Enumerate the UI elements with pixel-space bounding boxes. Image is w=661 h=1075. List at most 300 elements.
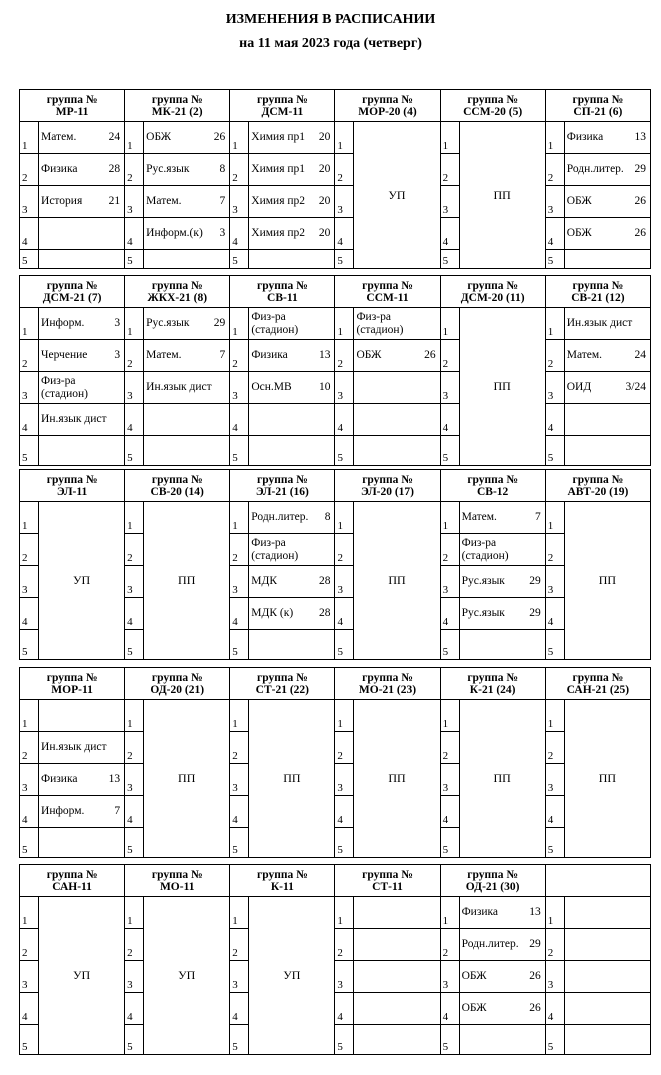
lesson-cell <box>354 961 440 993</box>
room-number: 3 <box>114 317 121 329</box>
lesson-cell <box>39 308 125 340</box>
subject-name: Матем. <box>461 511 497 523</box>
group-header <box>440 668 545 700</box>
lesson-number: 5 <box>125 250 144 269</box>
lesson-number: 3 <box>440 961 459 993</box>
group-name: МО-11 <box>159 880 195 893</box>
lesson-number: 2 <box>125 929 144 961</box>
group-header <box>125 90 230 122</box>
lesson-number: 4 <box>230 218 249 250</box>
group-label: группа № <box>46 473 98 486</box>
group-label: группа № <box>257 671 308 684</box>
group-header <box>440 90 545 122</box>
lesson-number: 5 <box>230 630 249 660</box>
room-number: 13 <box>318 349 331 361</box>
practice-cell: ПП <box>144 700 230 858</box>
lesson-number: 4 <box>545 796 564 828</box>
lesson-number: 3 <box>335 961 354 993</box>
lesson-number: 4 <box>335 404 354 436</box>
subject-name: Физика <box>41 163 78 175</box>
lesson-number: 4 <box>125 598 144 630</box>
lesson-number: 4 <box>125 404 144 436</box>
practice-cell: ПП <box>249 700 335 858</box>
lesson-number: 2 <box>125 732 144 764</box>
lesson-number: 2 <box>545 534 564 566</box>
practice-cell: УП <box>249 897 335 1055</box>
lesson-cell <box>249 534 335 566</box>
lesson-number: 2 <box>20 732 39 764</box>
lesson-cell <box>39 732 125 764</box>
lesson-number: 3 <box>230 372 249 404</box>
subject-name: Физ-ра (стадион) <box>251 310 299 336</box>
lesson-number: 3 <box>20 764 39 796</box>
lesson-cell <box>249 404 335 436</box>
lesson-number: 4 <box>230 404 249 436</box>
lesson-number: 2 <box>335 154 354 186</box>
subject-name: Химия пр1 <box>251 163 306 175</box>
subject-name: ОБЖ <box>461 970 487 982</box>
lesson-cell <box>564 154 650 186</box>
lesson-cell <box>564 308 650 340</box>
lesson-number: 3 <box>440 186 459 218</box>
subject-name: Осн.МВ <box>251 381 292 393</box>
lesson-cell <box>39 372 125 404</box>
lesson-cell <box>39 218 125 250</box>
group-label: группа № <box>46 671 98 684</box>
lesson-number: 1 <box>440 700 459 732</box>
lesson-number: 3 <box>20 372 39 404</box>
group-name: СВ-11 <box>267 291 298 304</box>
lesson-number: 5 <box>335 828 354 858</box>
group-label: группа № <box>257 93 308 106</box>
lesson-number: 3 <box>335 186 354 218</box>
room-number: 29 <box>213 317 226 329</box>
lesson-number: 3 <box>125 961 144 993</box>
group-header <box>335 668 440 700</box>
lesson-number: 1 <box>230 502 249 534</box>
practice-cell: ПП <box>354 700 440 858</box>
subject-name: Рус.язык <box>461 607 505 619</box>
room-number: 28 <box>318 575 331 587</box>
subject-name: ОБЖ <box>461 1002 487 1014</box>
lesson-cell <box>459 630 545 660</box>
group-label: группа № <box>572 671 624 684</box>
lesson-number: 2 <box>230 340 249 372</box>
lesson-cell <box>249 154 335 186</box>
lesson-number: 1 <box>230 700 249 732</box>
lesson-number: 1 <box>20 897 39 929</box>
lesson-cell <box>564 1025 650 1055</box>
lesson-cell <box>564 436 650 466</box>
lesson-number: 3 <box>545 372 564 404</box>
subject-name: Матем. <box>41 131 77 143</box>
lesson-number: 3 <box>545 961 564 993</box>
lesson-number: 1 <box>230 308 249 340</box>
lesson-number: 1 <box>125 897 144 929</box>
lesson-cell <box>564 218 650 250</box>
group-name: МОР-20 (4) <box>358 105 417 118</box>
room-number: 29 <box>529 607 541 619</box>
group-label: группа № <box>46 93 98 106</box>
group-name: ДСМ-21 (7) <box>42 291 102 304</box>
room-number: 20 <box>318 227 331 239</box>
lesson-cell <box>249 340 335 372</box>
subject-name: ОИД <box>566 381 592 393</box>
lesson-number: 4 <box>20 598 39 630</box>
group-label: группа № <box>362 93 413 106</box>
lesson-cell <box>564 897 650 929</box>
group-name: ЭЛ-21 (16) <box>255 485 309 498</box>
schedule-band <box>19 275 651 466</box>
room-number: 7 <box>534 511 541 523</box>
group-label: группа № <box>572 93 624 106</box>
subject-name: Химия пр1 <box>251 131 306 143</box>
group-name: САН-11 <box>52 880 92 893</box>
lesson-number: 5 <box>440 630 459 660</box>
lesson-number: 5 <box>20 436 39 466</box>
lesson-cell <box>39 404 125 436</box>
lesson-number: 5 <box>20 828 39 858</box>
lesson-number: 4 <box>230 796 249 828</box>
group-label: группа № <box>151 671 203 684</box>
lesson-cell <box>144 340 230 372</box>
subject-name: ОБЖ <box>356 349 382 361</box>
group-header <box>335 470 440 502</box>
lesson-number: 4 <box>20 404 39 436</box>
lesson-number: 1 <box>335 308 354 340</box>
subject-name: МДК <box>251 575 278 587</box>
lesson-cell <box>564 993 650 1025</box>
subject-name: Ин.язык дист <box>566 317 633 329</box>
lesson-number: 1 <box>545 308 564 340</box>
lesson-number: 4 <box>335 993 354 1025</box>
lesson-number: 2 <box>20 929 39 961</box>
group-label: группа № <box>467 93 518 106</box>
lesson-number: 3 <box>230 186 249 218</box>
lesson-cell <box>564 186 650 218</box>
group-name: СП-21 (6) <box>573 105 623 118</box>
lesson-number: 1 <box>440 308 459 340</box>
lesson-cell <box>459 897 545 929</box>
lesson-number: 2 <box>545 732 564 764</box>
lesson-number: 3 <box>125 566 144 598</box>
lesson-number: 2 <box>20 154 39 186</box>
lesson-number: 5 <box>335 630 354 660</box>
room-number: 3/24 <box>625 381 646 393</box>
lesson-number: 5 <box>125 436 144 466</box>
lesson-cell <box>249 308 335 340</box>
group-header <box>545 470 650 502</box>
lesson-cell <box>459 566 545 598</box>
subject-name: Рус.язык <box>146 317 190 329</box>
group-header <box>20 470 125 502</box>
lesson-cell <box>354 404 440 436</box>
group-name: ЭЛ-20 (17) <box>361 485 415 498</box>
lesson-cell <box>144 122 230 154</box>
group-name: СВ-12 <box>477 485 509 498</box>
subject-name: Рус.язык <box>461 575 505 587</box>
room-number: 28 <box>318 607 331 619</box>
subject-name: МДК (к) <box>251 607 294 619</box>
group-header <box>125 865 230 897</box>
lesson-number: 2 <box>230 732 249 764</box>
group-label: группа № <box>467 279 518 292</box>
practice-cell: ПП <box>459 700 545 858</box>
lesson-cell <box>459 534 545 566</box>
group-name: ССМ-11 <box>366 291 409 304</box>
lesson-cell <box>459 961 545 993</box>
room-number: 13 <box>108 773 121 785</box>
lesson-cell <box>249 598 335 630</box>
lesson-number: 4 <box>545 993 564 1025</box>
room-number: 26 <box>424 349 436 361</box>
lesson-cell <box>354 372 440 404</box>
group-header <box>440 276 545 308</box>
lesson-cell <box>564 340 650 372</box>
lesson-cell <box>249 122 335 154</box>
room-number: 29 <box>634 163 646 175</box>
group-header <box>230 90 335 122</box>
lesson-number: 5 <box>545 828 564 858</box>
group-header <box>230 470 335 502</box>
subject-name: Ин.язык дист <box>146 381 212 393</box>
lesson-cell <box>564 122 650 154</box>
lesson-cell <box>564 404 650 436</box>
group-header <box>125 470 230 502</box>
group-label: группа № <box>362 473 413 486</box>
lesson-number: 1 <box>230 122 249 154</box>
lesson-cell <box>564 250 650 269</box>
practice-cell: ПП <box>564 700 650 858</box>
group-name: АВТ-20 (19) <box>567 485 629 498</box>
group-header <box>545 276 650 308</box>
lesson-cell <box>249 630 335 660</box>
room-number: 21 <box>108 195 121 207</box>
subject-name: ОБЖ <box>566 227 592 239</box>
subject-name: Информ. <box>41 805 85 817</box>
lesson-number: 5 <box>20 1025 39 1055</box>
subject-name: Матем. <box>146 195 182 207</box>
lesson-number: 4 <box>125 796 144 828</box>
group-name: ДСМ-20 (11) <box>460 291 525 304</box>
practice-cell: УП <box>354 122 440 269</box>
lesson-number: 3 <box>230 764 249 796</box>
lesson-number: 2 <box>230 154 249 186</box>
lesson-number: 1 <box>545 502 564 534</box>
lesson-number: 5 <box>230 1025 249 1055</box>
lesson-number: 3 <box>545 186 564 218</box>
group-header <box>230 276 335 308</box>
lesson-number: 1 <box>440 122 459 154</box>
room-number: 3 <box>219 227 226 239</box>
lesson-cell <box>354 929 440 961</box>
lesson-number: 3 <box>20 566 39 598</box>
lesson-number: 2 <box>335 340 354 372</box>
lesson-number: 2 <box>440 534 459 566</box>
group-name: СТ-21 (22) <box>255 683 310 696</box>
lesson-number: 5 <box>440 828 459 858</box>
group-label: группа № <box>151 473 203 486</box>
lesson-number: 3 <box>545 764 564 796</box>
practice-cell: УП <box>144 897 230 1055</box>
lesson-number: 5 <box>545 1025 564 1055</box>
group-label: группа № <box>572 473 624 486</box>
lesson-number: 5 <box>125 630 144 660</box>
subject-name: История <box>41 195 83 207</box>
lesson-number: 1 <box>440 502 459 534</box>
lesson-number: 3 <box>440 372 459 404</box>
lesson-cell <box>459 1025 545 1055</box>
lesson-number: 3 <box>230 961 249 993</box>
schedule-band <box>19 89 651 269</box>
lesson-cell <box>354 308 440 340</box>
group-name: ССМ-20 (5) <box>463 105 523 118</box>
lesson-cell <box>39 250 125 269</box>
lesson-cell <box>144 404 230 436</box>
lesson-number: 4 <box>440 404 459 436</box>
lesson-number: 3 <box>335 566 354 598</box>
subject-name: Ин.язык дист <box>41 413 107 425</box>
lesson-number: 5 <box>230 436 249 466</box>
lesson-number: 2 <box>125 154 144 186</box>
lesson-number: 3 <box>440 764 459 796</box>
lesson-cell <box>459 502 545 534</box>
subject-name: Физ-ра (стадион) <box>41 374 88 400</box>
lesson-cell <box>354 340 440 372</box>
lesson-number: 4 <box>230 993 249 1025</box>
group-header <box>20 668 125 700</box>
lesson-cell <box>144 372 230 404</box>
subject-name: Физ-ра (стадион) <box>461 536 509 562</box>
lesson-cell <box>39 154 125 186</box>
room-number: 26 <box>213 131 226 143</box>
lesson-cell <box>39 436 125 466</box>
page-title: ИЗМЕНЕНИЯ В РАСПИСАНИИ <box>225 12 436 27</box>
practice-cell: ПП <box>459 122 545 269</box>
group-label: группа № <box>572 279 624 292</box>
lesson-number: 1 <box>335 122 354 154</box>
lesson-number: 4 <box>125 218 144 250</box>
lesson-cell <box>39 340 125 372</box>
lesson-number: 5 <box>335 1025 354 1055</box>
lesson-number: 5 <box>20 250 39 269</box>
group-header <box>20 865 125 897</box>
lesson-cell <box>144 186 230 218</box>
group-header <box>545 865 650 897</box>
lesson-number: 3 <box>335 764 354 796</box>
subject-name: Родн.литер. <box>461 938 519 950</box>
lesson-number: 3 <box>125 372 144 404</box>
lesson-number: 5 <box>125 1025 144 1055</box>
group-header <box>545 90 650 122</box>
group-name: ЭЛ-11 <box>56 485 88 498</box>
group-header <box>335 90 440 122</box>
subject-name: ОБЖ <box>146 131 172 143</box>
lesson-number: 3 <box>125 186 144 218</box>
lesson-number: 1 <box>125 308 144 340</box>
lesson-number: 2 <box>230 534 249 566</box>
lesson-number: 1 <box>545 122 564 154</box>
lesson-number: 1 <box>230 897 249 929</box>
room-number: 20 <box>318 131 331 143</box>
group-name: САН-21 (25) <box>566 683 630 696</box>
lesson-cell <box>249 250 335 269</box>
group-header <box>230 865 335 897</box>
room-number: 24 <box>634 349 646 361</box>
lesson-number: 4 <box>20 993 39 1025</box>
lesson-number: 4 <box>440 218 459 250</box>
lesson-cell <box>249 436 335 466</box>
lesson-number: 2 <box>335 732 354 764</box>
page-subtitle: на 11 мая 2023 года (четверг) <box>239 36 422 51</box>
room-number: 26 <box>634 195 646 207</box>
practice-cell: ПП <box>354 502 440 660</box>
lesson-cell <box>354 993 440 1025</box>
practice-cell: ПП <box>564 502 650 660</box>
practice-cell: ПП <box>459 308 545 466</box>
group-name: К-21 (24) <box>469 683 516 696</box>
lesson-number: 2 <box>125 340 144 372</box>
lesson-number: 3 <box>20 961 39 993</box>
subject-name: Рус.язык <box>146 163 190 175</box>
room-number: 3 <box>114 349 121 361</box>
subject-name: Химия пр2 <box>251 195 306 207</box>
group-header <box>545 668 650 700</box>
lesson-cell <box>564 929 650 961</box>
group-label: группа № <box>467 868 518 881</box>
lesson-cell <box>144 436 230 466</box>
lesson-number: 5 <box>20 630 39 660</box>
subject-name: Информ. <box>41 317 85 329</box>
lesson-cell <box>459 993 545 1025</box>
lesson-cell <box>39 796 125 828</box>
lesson-number: 2 <box>125 534 144 566</box>
subject-name: Матем. <box>146 349 182 361</box>
lesson-number: 5 <box>125 828 144 858</box>
lesson-cell <box>144 308 230 340</box>
lesson-number: 2 <box>335 929 354 961</box>
group-name: МОР-11 <box>51 683 93 696</box>
room-number: 7 <box>219 195 226 207</box>
room-number: 10 <box>318 381 331 393</box>
lesson-number: 2 <box>20 534 39 566</box>
lesson-number: 3 <box>440 566 459 598</box>
lesson-number: 2 <box>440 929 459 961</box>
group-name: МО-21 (23) <box>358 683 417 696</box>
lesson-number: 4 <box>545 404 564 436</box>
lesson-number: 4 <box>440 598 459 630</box>
group-label: группа № <box>362 279 413 292</box>
subject-name: Химия пр2 <box>251 227 306 239</box>
room-number: 8 <box>219 163 226 175</box>
subject-name: Физика <box>41 773 78 785</box>
practice-cell: ПП <box>144 502 230 660</box>
lesson-number: 4 <box>545 598 564 630</box>
lesson-number: 1 <box>125 502 144 534</box>
lesson-number: 5 <box>545 436 564 466</box>
lesson-number: 1 <box>20 502 39 534</box>
group-header <box>125 668 230 700</box>
lesson-number: 5 <box>335 250 354 269</box>
lesson-number: 5 <box>440 250 459 269</box>
lesson-number: 4 <box>125 993 144 1025</box>
lesson-number: 5 <box>440 1025 459 1055</box>
room-number: 20 <box>318 195 331 207</box>
room-number: 26 <box>529 970 541 982</box>
group-name: ЖКХ-21 (8) <box>147 291 208 304</box>
lesson-number: 1 <box>125 122 144 154</box>
group-name: ОД-21 (30) <box>465 880 520 893</box>
